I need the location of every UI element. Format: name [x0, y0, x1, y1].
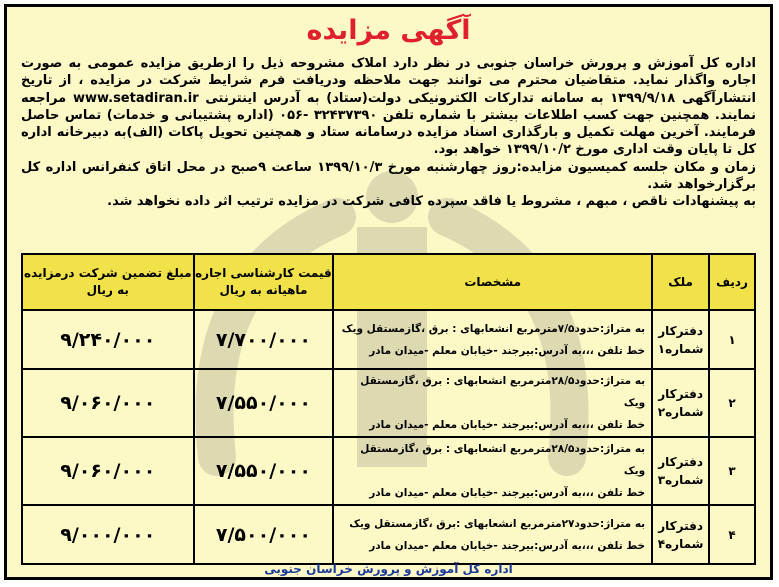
property-specs: [333, 369, 652, 437]
header-row-number: ردیف: [709, 254, 755, 310]
property-name: دفترکار شماره۳: [652, 437, 709, 505]
spec-line: خط تلفن ،،،به آدرس:بیرجند -خیابان معلم -میدان مادر: [369, 344, 646, 357]
spec-line: خط تلفن ،،،به آدرس:بیرجند -خیابان معلم -میدان مادر: [369, 419, 646, 431]
header-specs: مشخصات: [333, 254, 652, 310]
header-rent: قیمت کارشناسی اجاره ماهیانه به ریال: [194, 254, 334, 310]
row-number: ۳: [709, 437, 755, 505]
spec-line: خط تلفن ،،،به آدرس:بیرجند -خیابان معلم -میدان مادر: [369, 539, 646, 552]
header-bid: مبلغ تضمین شرکت درمزایده به ریال: [22, 254, 194, 310]
bid-value: ۹/۰۶۰/۰۰۰: [22, 369, 194, 437]
table-row: [22, 369, 755, 437]
commission-paragraph: زمان و مکان جلسه کمیسیون مزایده:روز چهارشنبه مورخ ۱۳۹۹/۱۰/۳ ساعت ۹صبح در محل اتاق کنفرانس اداره کل برگزارخواهد شد.: [21, 159, 757, 193]
footer-organization: اداره کل آموزش و پرورش خراسان جنوبی: [264, 562, 513, 576]
table-row: [22, 505, 755, 564]
bid-value: ۹/۲۴۰/۰۰۰: [22, 310, 194, 369]
rent-value: ۷/۵۰۰/۰۰۰: [194, 505, 334, 564]
spec-line: به متراژ:حدود۲۸/۵مترمربع انشعابهای : برق ،گازمستقل ویک: [360, 375, 646, 409]
bid-value: ۹/۰۰۰/۰۰۰: [22, 505, 194, 564]
notice-body: [21, 55, 756, 211]
row-number: ۴: [709, 505, 755, 564]
rent-value: ۷/۵۵۰/۰۰۰: [194, 369, 334, 437]
row-number: ۱: [709, 310, 755, 369]
row-number: ۲: [709, 369, 755, 437]
notice-title: آگهی مزایده: [306, 15, 471, 46]
property-specs: [333, 437, 652, 505]
conditions-paragraph: به پیشنهادات ناقص ، مبهم ، مشروط یا فاقد سپرده کافی شرکت در مزایده ترتیب اثر داده نخواهد شد.: [107, 194, 756, 210]
spec-line: خط تلفن ،،،به آدرس:بیرجند -خیابان معلم -میدان مادر: [369, 487, 646, 499]
property-name: دفترکار شماره۱: [652, 310, 709, 369]
rent-value: ۷/۵۵۰/۰۰۰: [194, 437, 334, 505]
property-specs: [333, 505, 652, 564]
table-header-row: [22, 254, 755, 310]
table-row: [22, 310, 755, 369]
bid-value: ۹/۰۶۰/۰۰۰: [22, 437, 194, 505]
table-row: [22, 437, 755, 505]
rent-value: ۷/۷۰۰/۰۰۰: [194, 310, 334, 369]
properties-table: [21, 253, 756, 565]
spec-line: به متراژ:حدود۲۷مترمربع انشعابهای :برق ،گازمستقل ویک: [349, 517, 646, 530]
spec-line: به متراژ:حدود۷/۵مترمربع انشعابهای : برق ،گازمستقل ویک: [341, 322, 646, 335]
auction-notice: [4, 4, 773, 580]
header-property: ملک: [652, 254, 709, 310]
property-specs: [333, 310, 652, 369]
property-name: دفترکار شماره۴: [652, 505, 709, 564]
intro-paragraph: اداره کل آموزش و پرورش خراسان جنوبی در نظر دارد املاک مشروحه ذیل را ازطریق مزایده عمومی به صورت اجاره واگذار نماید. متقاضیان محترم می توانند جهت ملاحظه ودریافت فرم شرایط شرکت در مزایده ، از تاریخ انتشارآگهی ۱۳۹۹/۹/۱۸ به سامانه تدارکات الکترونیکی دولت(ستاد) به آدرس اینترنتی www.setadiran.ir مراجعه نمایند. همچنین جهت کسب اطلاعات بیشتر با شماره تلفن ۳۲۴۳۷۳۹۰ -۰۵۶ (اداره پشتیبانی و خدمات) تماس حاصل فرمایند. آخرین مهلت تکمیل و بارگذاری اسناد مزایده درسامانه ستاد و همچنین تحویل پاکات (الف)به دبیرخانه اداره کل تا پایان وقت اداری مورخ ۱۳۹۹/۱۰/۲ خواهد بود.: [21, 56, 756, 158]
spec-line: به متراژ:حدود۲۸/۵مترمربع انشعابهای : برق ،گازمستقل ویک: [360, 443, 646, 477]
property-name: دفترکار شماره۲: [652, 369, 709, 437]
